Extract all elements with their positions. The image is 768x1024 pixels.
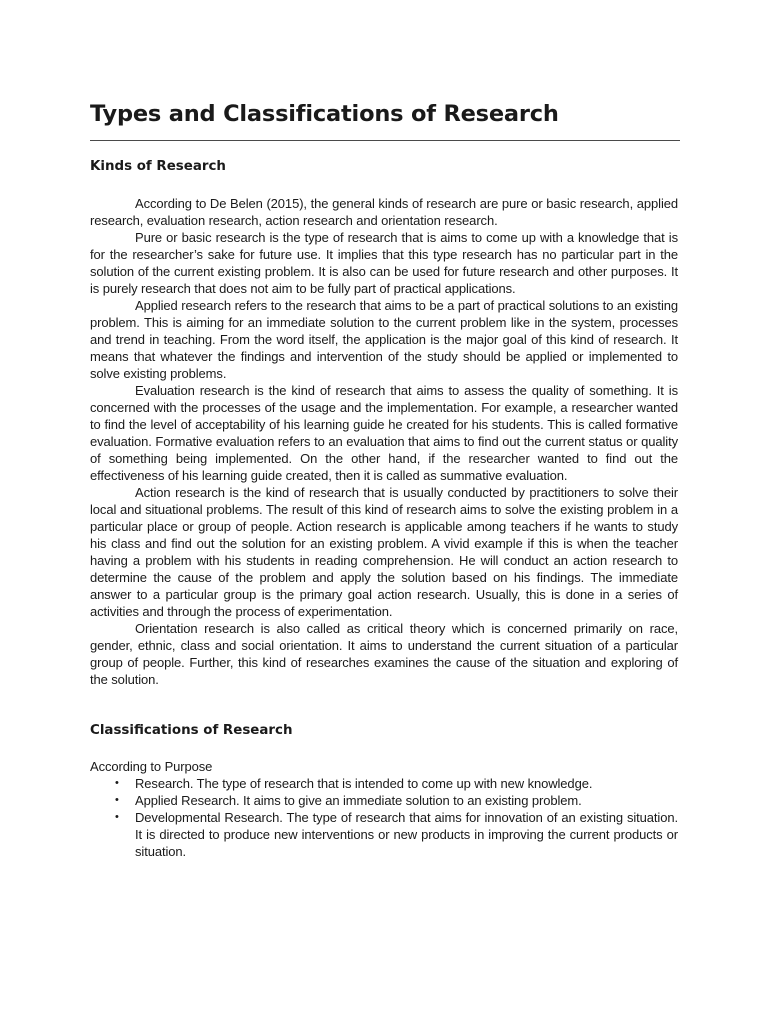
document-title: Types and Classifications of Research xyxy=(90,101,559,127)
paragraph-intro: According to De Belen (2015), the general kinds of research are pure or basic research, applied research, evaluation research, action research and orientation research. xyxy=(90,196,678,228)
list-item-text: Applied Research. It aims to give an immediate solution to an existing problem. xyxy=(135,793,582,808)
paragraph-pure-research: Pure or basic research is the type of research that is aims to come up with a knowledge that is for the researcher’s sake for future use. It implies that this type research has no particular part in the solution of the current existing problem. It is also can be used for future research and other purposes. It is purely research that does not aim to be fully part of practical applications. xyxy=(90,230,678,296)
list-item xyxy=(90,809,678,860)
list-item xyxy=(90,792,678,809)
kinds-of-research-body xyxy=(90,195,678,688)
paragraph-applied-research: Applied research refers to the research that aims to be a part of practical solutions to an existing problem. This is aiming for an immediate solution to the current problem like in the system, processes and trend in teaching. From the word itself, the application is the major goal of this kind of research. It means that whatever the findings and intervention of the study should be applied or implemented to solve existing problems. xyxy=(90,298,678,381)
bullet-icon: • xyxy=(115,777,119,789)
purpose-list xyxy=(90,775,678,860)
list-item xyxy=(90,775,678,792)
bullet-icon: • xyxy=(115,811,119,823)
list-item-text: Developmental Research. The type of research that aims for innovation of an existing situation. It is directed to produce new interventions or new products in improving the current products or situation. xyxy=(135,810,678,859)
paragraph-evaluation-research: Evaluation research is the kind of research that aims to assess the quality of something. It is concerned with the processes of the usage and the implementation. For example, a researcher wanted to find the level of acceptability of his learning guide he created for his students. This is called formative evaluation. Formative evaluation refers to an evaluation that aims to find out the current status or quality of something being implemented. On the other hand, if the researcher wanted to find out the effectiveness of his learning guide created, then it is called as summative evaluation. xyxy=(90,383,678,483)
paragraph-action-research: Action research is the kind of research that is usually conducted by practitioners to solve their local and situational problems. The result of this kind of research aims to solve the existing problem in a particular place or group of people. Action research is applicable among teachers if he wants to study his class and find out the solution for an existing problem. A vivid example if this is when the teacher having a problem with his students in reading comprehension. He will conduct an action research to determine the cause of the problem and apply the solution based on his findings. The immediate answer to a particular group is the primary goal action research. Usually, this is done in a series of activities and through the process of experimentation. xyxy=(90,485,678,619)
kinds-of-research-heading: Kinds of Research xyxy=(90,159,226,174)
bullet-icon: • xyxy=(115,794,119,806)
document-page xyxy=(90,96,678,860)
paragraph-orientation-research: Orientation research is also called as critical theory which is concerned primarily on race, gender, ethnic, class and social orientation. It aims to understand the current situation of a particular group of people. Further, this kind of researches examines the cause of the situation and exploring of the solution. xyxy=(90,621,678,687)
list-item-text: Research. The type of research that is intended to come up with new knowledge. xyxy=(135,776,593,791)
classifications-heading: Classifications of Research xyxy=(90,723,293,738)
purpose-label: According to Purpose xyxy=(90,759,213,774)
title-divider xyxy=(90,140,680,141)
